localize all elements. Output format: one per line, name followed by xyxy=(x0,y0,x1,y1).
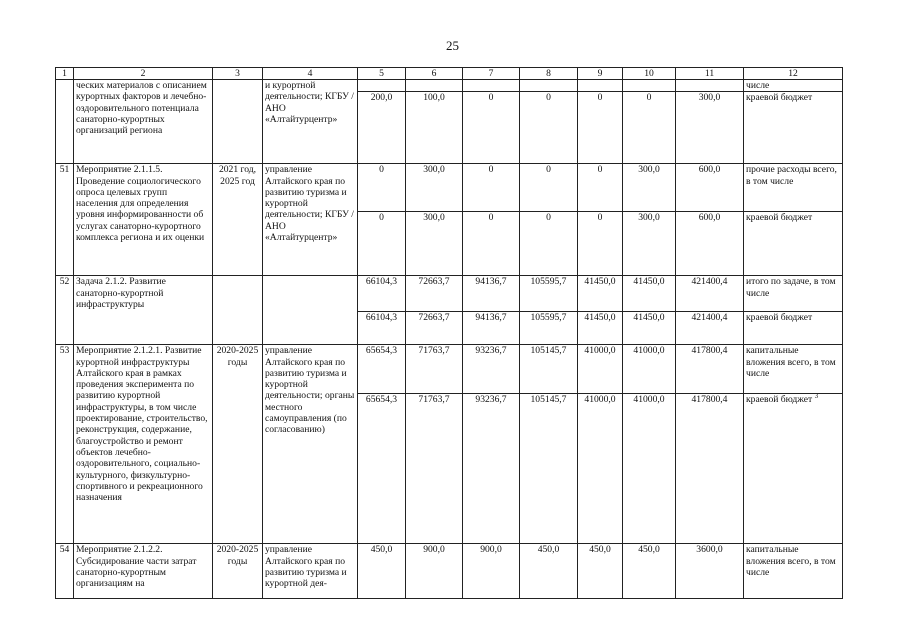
value-cell: 0 xyxy=(520,212,578,276)
value-cell: 71763,7 xyxy=(406,345,463,394)
period-cell: 2020-2025 годы xyxy=(213,345,263,544)
value-cell: 41450,0 xyxy=(578,276,623,312)
event-name-cell: ческих материалов с описанием курортных факторов и лечебно-оздоровительного потенциала санаторно-курортных организаций региона xyxy=(74,80,213,164)
value-cell: 100,0 xyxy=(406,92,463,164)
period-cell xyxy=(213,276,263,345)
executor-cell: и курортной деятельности; КГБУ / АНО «Алтайтурцентр» xyxy=(263,80,358,164)
value-cell: 417800,4 xyxy=(676,394,744,544)
value-cell: 450,0 xyxy=(520,544,578,599)
value-cell: 0 xyxy=(463,92,520,164)
value-cell: 0 xyxy=(358,164,406,212)
event-name-cell: Мероприятие 2.1.2.1. Развитие курортной инфраструктуры Алтайского края в рамках проведения эксперимента по развитию курортной инфраструктуры, в том числе проектирование, строительство, реконструкция, содержание, благоустройство и ремонт объектов лечебно-оздоровительного, социально-культурного, физкультурно-спортивного и рекреационного назначения xyxy=(74,345,213,544)
value-cell: 71763,7 xyxy=(406,394,463,544)
value-cell: 72663,7 xyxy=(406,276,463,312)
executor-cell: управление Алтайского края по развитию туризма и курортной дея- xyxy=(263,544,358,599)
source-cell: числе xyxy=(744,80,843,92)
value-cell: 0 xyxy=(463,164,520,212)
period-cell: 2021 год, 2025 год xyxy=(213,164,263,276)
value-cell: 300,0 xyxy=(676,92,744,164)
value-cell: 105145,7 xyxy=(520,345,578,394)
page-number: 25 xyxy=(446,38,459,53)
source-cell: краевой бюджет xyxy=(744,212,843,276)
table-row xyxy=(56,544,843,599)
value-cell: 450,0 xyxy=(358,544,406,599)
header-cell: 1 xyxy=(56,68,74,80)
row-number-cell: 51 xyxy=(56,164,74,276)
value-cell: 93236,7 xyxy=(463,345,520,394)
header-cell: 7 xyxy=(463,68,520,80)
value-cell: 600,0 xyxy=(676,212,744,276)
value-cell: 0 xyxy=(463,212,520,276)
value-cell: 94136,7 xyxy=(463,276,520,312)
header-cell: 10 xyxy=(623,68,676,80)
value-cell: 421400,4 xyxy=(676,312,744,345)
source-label: краевой бюджет xyxy=(746,394,813,406)
header-cell: 8 xyxy=(520,68,578,80)
value-cell: 105595,7 xyxy=(520,312,578,345)
value-cell: 72663,7 xyxy=(406,312,463,345)
value-cell: 41000,0 xyxy=(623,394,676,544)
row-number-cell: 53 xyxy=(56,345,74,544)
value-cell: 0 xyxy=(578,164,623,212)
value-cell: 93236,7 xyxy=(463,394,520,544)
row-number-cell xyxy=(56,80,74,164)
header-cell: 6 xyxy=(406,68,463,80)
value-cell: 600,0 xyxy=(676,164,744,212)
value-cell: 41450,0 xyxy=(578,312,623,345)
value-cell: 421400,4 xyxy=(676,276,744,312)
event-name-cell: Мероприятие 2.1.2.2. Субсидирование части затрат санаторно-курортным организациям на xyxy=(74,544,213,599)
source-cell: капитальные вложения всего, в том числе xyxy=(744,544,843,599)
source-cell xyxy=(744,394,843,544)
value-cell: 0 xyxy=(578,212,623,276)
event-name-cell: Задача 2.1.2. Развитие санаторно-курортной инфраструктуры xyxy=(74,276,213,345)
executor-cell xyxy=(263,276,358,345)
row-number-cell: 52 xyxy=(56,276,74,345)
header-cell: 2 xyxy=(74,68,213,80)
value-cell: 66104,3 xyxy=(358,276,406,312)
value-cell: 300,0 xyxy=(406,212,463,276)
source-cell: краевой бюджет xyxy=(744,92,843,164)
header-row xyxy=(56,68,843,80)
table-row xyxy=(56,164,843,212)
table-row xyxy=(56,345,843,394)
header-cell: 11 xyxy=(676,68,744,80)
value-cell: 200,0 xyxy=(358,92,406,164)
executor-cell: управление Алтайского края по развитию туризма и курортной деятельности; КГБУ / АНО «Алтайтурцентр» xyxy=(263,164,358,276)
value-cell: 65654,3 xyxy=(358,345,406,394)
value-cell: 41000,0 xyxy=(578,345,623,394)
value-cell: 0 xyxy=(623,92,676,164)
value-cell: 900,0 xyxy=(463,544,520,599)
value-cell: 0 xyxy=(520,92,578,164)
value-cell: 300,0 xyxy=(623,164,676,212)
table-row xyxy=(56,80,843,92)
footnote-marker: 3 xyxy=(814,393,819,401)
value-cell: 3600,0 xyxy=(676,544,744,599)
header-cell: 4 xyxy=(263,68,358,80)
row-number-cell: 54 xyxy=(56,544,74,599)
value-cell: 41000,0 xyxy=(578,394,623,544)
value-cell: 105595,7 xyxy=(520,276,578,312)
value-cell: 41000,0 xyxy=(623,345,676,394)
value-cell: 417800,4 xyxy=(676,345,744,394)
value-cell: 65654,3 xyxy=(358,394,406,544)
value-cell: 300,0 xyxy=(623,212,676,276)
value-cell: 450,0 xyxy=(623,544,676,599)
value-cell: 0 xyxy=(358,212,406,276)
value-cell: 0 xyxy=(520,164,578,212)
period-cell xyxy=(213,80,263,164)
source-cell: капитальные вложения всего, в том числе xyxy=(744,345,843,394)
header-cell: 3 xyxy=(213,68,263,80)
value-cell: 94136,7 xyxy=(463,312,520,345)
table-row xyxy=(56,276,843,312)
period-cell: 2020-2025 годы xyxy=(213,544,263,599)
source-cell: итого по задаче, в том числе xyxy=(744,276,843,312)
value-cell: 450,0 xyxy=(578,544,623,599)
value-cell: 900,0 xyxy=(406,544,463,599)
value-cell: 105145,7 xyxy=(520,394,578,544)
value-cell: 41450,0 xyxy=(623,312,676,345)
source-cell: краевой бюджет xyxy=(744,312,843,345)
executor-cell: управление Алтайского края по развитию туризма и курортной деятельности; органы местного самоуправления (по согласованию) xyxy=(263,345,358,544)
source-cell: прочие расходы всего, в том числе xyxy=(744,164,843,212)
header-cell: 12 xyxy=(744,68,843,80)
value-cell: 41450,0 xyxy=(623,276,676,312)
program-table xyxy=(55,67,843,599)
header-cell: 5 xyxy=(358,68,406,80)
value-cell: 66104,3 xyxy=(358,312,406,345)
header-cell: 9 xyxy=(578,68,623,80)
value-cell: 300,0 xyxy=(406,164,463,212)
value-cell: 0 xyxy=(578,92,623,164)
event-name-cell: Мероприятие 2.1.1.5. Проведение социологического опроса целевых групп населения для определения уровня информированности об услугах санаторно-курортного комплекса региона и их оценки xyxy=(74,164,213,276)
